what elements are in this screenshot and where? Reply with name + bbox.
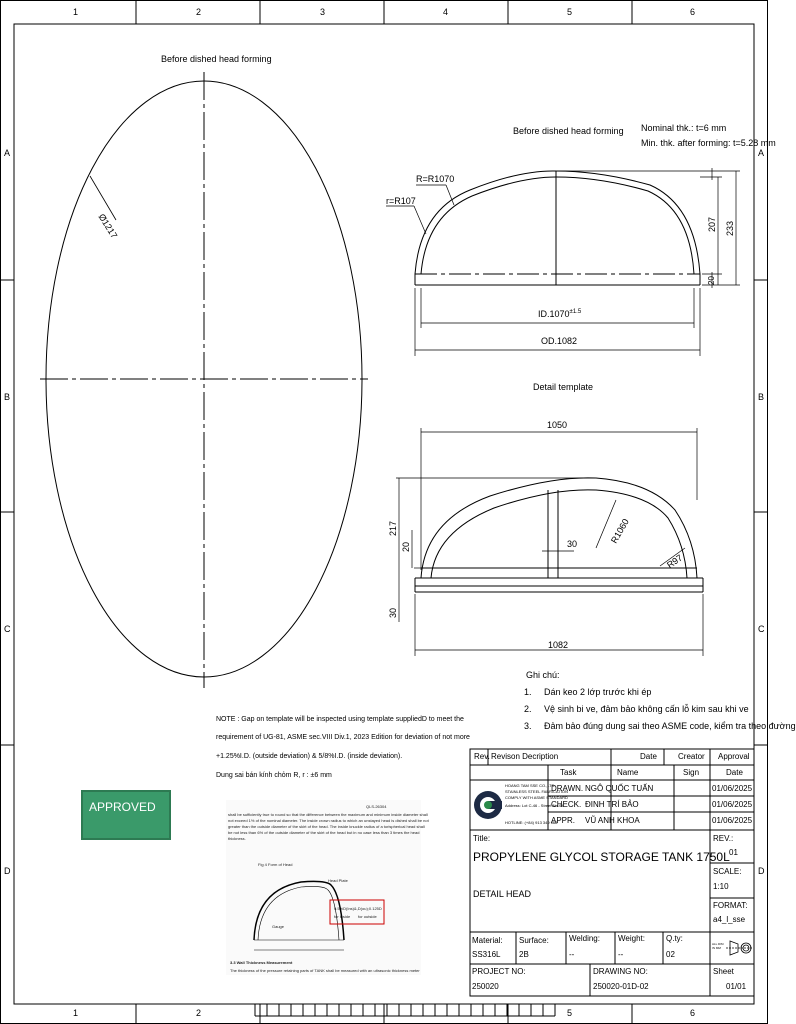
zone-col-2-bottom: 2 [196,1008,202,1018]
zone-col-5: 5 [567,7,573,17]
tb-drawing-title: PROPYLENE GLYCOL STORAGE TANK 1750L [473,850,730,864]
excerpt-ref: QLS-26304 [366,804,387,809]
tb-rev-desc-header: Revison Decription [491,752,559,761]
zone-col-5-bottom: 5 [567,1008,573,1018]
excerpt-figure [226,800,421,975]
dim-id-tolerance: ±1.5 [569,309,582,315]
zone-row-c: C [4,624,11,634]
zone-col-6: 6 [690,7,696,17]
inspection-note-line-2: requirement of UG-81, ASME sec.VIII Div.1, 2023 Edition for deviation of not more [216,734,470,741]
approved-stamp: APPROVED [81,790,171,840]
zone-col-2: 2 [196,7,202,17]
notes-title: Ghi chú: [526,670,560,680]
tb-title-label: Title: [473,834,491,843]
excerpt-section: 3.3 Wall Thickness Measurement [230,960,293,965]
tb-row-1-task: DRAWN. [551,784,584,793]
blank-diameter-label: Ø1217 [96,212,120,241]
tb-weight-value: -- [618,950,624,959]
zone-row-a-right: A [758,148,765,158]
company-hotline: HOTLINE: (+84) 913 349 068 [505,820,558,825]
company-address: Address: Lot C-46 - Street No.49 [505,803,564,808]
tb-drawing-subtitle: DETAIL HEAD [473,889,532,899]
tb-row-3-task: APPR. [551,816,576,825]
dim-217: 217 [388,520,398,536]
zone-row-c-right: C [758,624,765,634]
company-logo [474,791,502,819]
zone-col-1-bottom: 1 [73,1008,79,1018]
dim-id-value: ID.1070 [538,309,570,319]
tb-task-header: Task [560,768,577,777]
dished-head-section [386,168,740,356]
tb-row-2-name: ĐINH TRÍ BẢO [585,800,639,809]
tb-welding-value: -- [569,950,575,959]
tb-sign-header: Sign [683,768,700,777]
inspection-note-line-3: +1.25%I.D. (outside deviation) & 5/8%I.D. (inside deviation). [216,753,403,760]
dim-30-vertical: 30 [388,607,398,618]
dim-r97: R97 [665,552,685,571]
excerpt-tail: The thickness of the pressure retaining parts of TANK shall be measured with an ultrasonic thickness meter [230,968,420,973]
dim-1082: 1082 [548,640,569,650]
tb-material-label: Material: [472,936,503,945]
min-thickness: Min. thk. after forming: t=5.28 mm [641,138,776,148]
tb-name-header: Name [617,768,639,777]
tb-rev-value: 01 [729,848,738,857]
tb-surface-value: 2B [519,950,529,959]
template-view-title: Detail template [533,382,594,392]
company-sub1: STAINLESS STEEL FABRICATION [505,789,568,794]
dim-id [538,309,581,319]
tb-scale-label: SCALE: [713,867,742,876]
section-view-title: Before dished head forming [513,126,624,136]
zone-row-b-right: B [758,392,765,402]
tb-date-header-2: Date [726,768,743,777]
zone-col-6-bottom: 6 [690,1008,696,1018]
tb-rev-header: Rev. [474,752,490,761]
tb-qty-value: 02 [666,950,675,959]
excerpt-outside: for outside [358,914,377,919]
excerpt-gauge: Gauge [272,924,285,929]
excerpt-text-2: not exceed 1% of the nominal diameter. The inside crown radius to which an unstayed head is dished shall be not [228,818,429,823]
zone-col-4: 4 [443,7,449,17]
embedded-standard-excerpt [226,800,429,975]
detail-template-view [396,428,703,656]
dim-20-template: 20 [401,541,411,552]
inspection-note-line-4: Dung sai bán kính chỏm R, r : ±6 mm [216,772,332,779]
tb-sheet-label: Sheet [713,967,734,976]
tb-row-2-task: CHECK. [551,800,582,809]
tb-row-2-date: 01/06/2025 [712,800,753,809]
dim-r1060: R1060 [609,517,631,545]
tb-welding-label: Welding: [569,934,600,943]
dim-1050: 1050 [547,420,568,430]
crown-radius-label: R=R1070 [416,174,455,184]
tb-project-value: 250020 [472,982,499,991]
dim-20: 20 [707,276,716,285]
zone-row-d: D [4,866,11,876]
tb-row-3-name: VŨ ANH KHOA [585,816,640,825]
tb-row-1-name: NGÔ QUỐC TUẤN [585,784,654,793]
tb-approval-header: Approval [718,752,750,761]
tb-project-label: PROJECT NO: [472,967,526,976]
inspection-note-line-1: NOTE : Gap on template will be inspected using template suppliedD to meet the [216,716,464,723]
excerpt-text-3: greater than the outside diameter of the skirt of the head. The inside knuckle radius of a torispherical head shall [228,824,425,829]
zone-row-b: B [4,392,11,402]
notes-item-1: Dán keo 2 lớp trước khi ép [544,687,652,697]
tb-units-note: ALL DIM IN MM [712,942,724,950]
zone-col-1: 1 [73,7,79,17]
excerpt-formula: 0.5%D(Ins)&,D(ou);0.125D [334,906,382,911]
company-sub2: COMPLY WITH ASME STANDARD [505,795,568,800]
tb-surface-label: Surface: [519,936,549,945]
tb-scale-value: 1:10 [713,882,729,891]
excerpt-fig: Fig 4 Form of Head [258,862,293,867]
tb-weight-label: Weight: [618,934,645,943]
excerpt-text-5: thickness. [228,836,246,841]
blank-view-title: Before dished head forming [161,54,272,64]
tb-material-value: SS316L [472,950,501,959]
notes-item-2-num: 2. [524,704,532,714]
projection-symbol-icon [726,941,752,955]
blank-circle-view [40,72,368,688]
tb-row-1-date: 01/06/2025 [712,784,753,793]
tb-row-3-date: 01/06/2025 [712,816,753,825]
tb-format-value: a4_l_sse [713,915,746,924]
zone-row-d-right: D [758,866,765,876]
knuckle-radius-label: r=R107 [386,196,416,206]
tb-drawing-no-label: DRAWING NO: [593,967,648,976]
tb-date-header: Date [640,752,657,761]
excerpt-head-plate: Head Plate [328,878,348,883]
zone-col-3: 3 [320,7,326,17]
company-name: HOANG TAM SSE CO.,LTD [505,783,555,788]
excerpt-text-1: shall be sufficiently true to round so that the difference between the maximum and minimum inside diameter shall [228,812,428,817]
tb-creator-header: Creator [678,752,705,761]
excerpt-text-4: be not less than 6% of the outside diameter of the skirt of the head but in no case less than 3 times the head [228,830,420,835]
tb-qty-label: Q.ty: [666,934,683,943]
notes-item-3-num: 3. [524,721,532,731]
dim-od: OD.1082 [541,336,578,346]
tb-drawing-no-value: 250020-01D-02 [593,982,649,991]
tb-rev-label: REV.: [713,834,734,843]
excerpt-inside: for inside [334,914,351,919]
dim-30-horizontal: 30 [567,539,578,549]
tb-sheet-value: 01/01 [726,982,747,991]
zone-row-a: A [4,148,11,158]
dim-233: 233 [725,220,735,236]
notes-item-1-num: 1. [524,687,532,697]
tb-format-label: FORMAT: [713,901,748,910]
notes-item-3: Đảm bảo đúng dung sai theo ASME code, kiểm tra theo đường [544,721,796,731]
nominal-thickness: Nominal thk.: t=6 mm [641,123,727,133]
dim-207: 207 [707,216,717,232]
notes-item-2: Vệ sinh bi ve, đảm bảo không cấn lỗ kim sau khi ve [544,704,749,714]
